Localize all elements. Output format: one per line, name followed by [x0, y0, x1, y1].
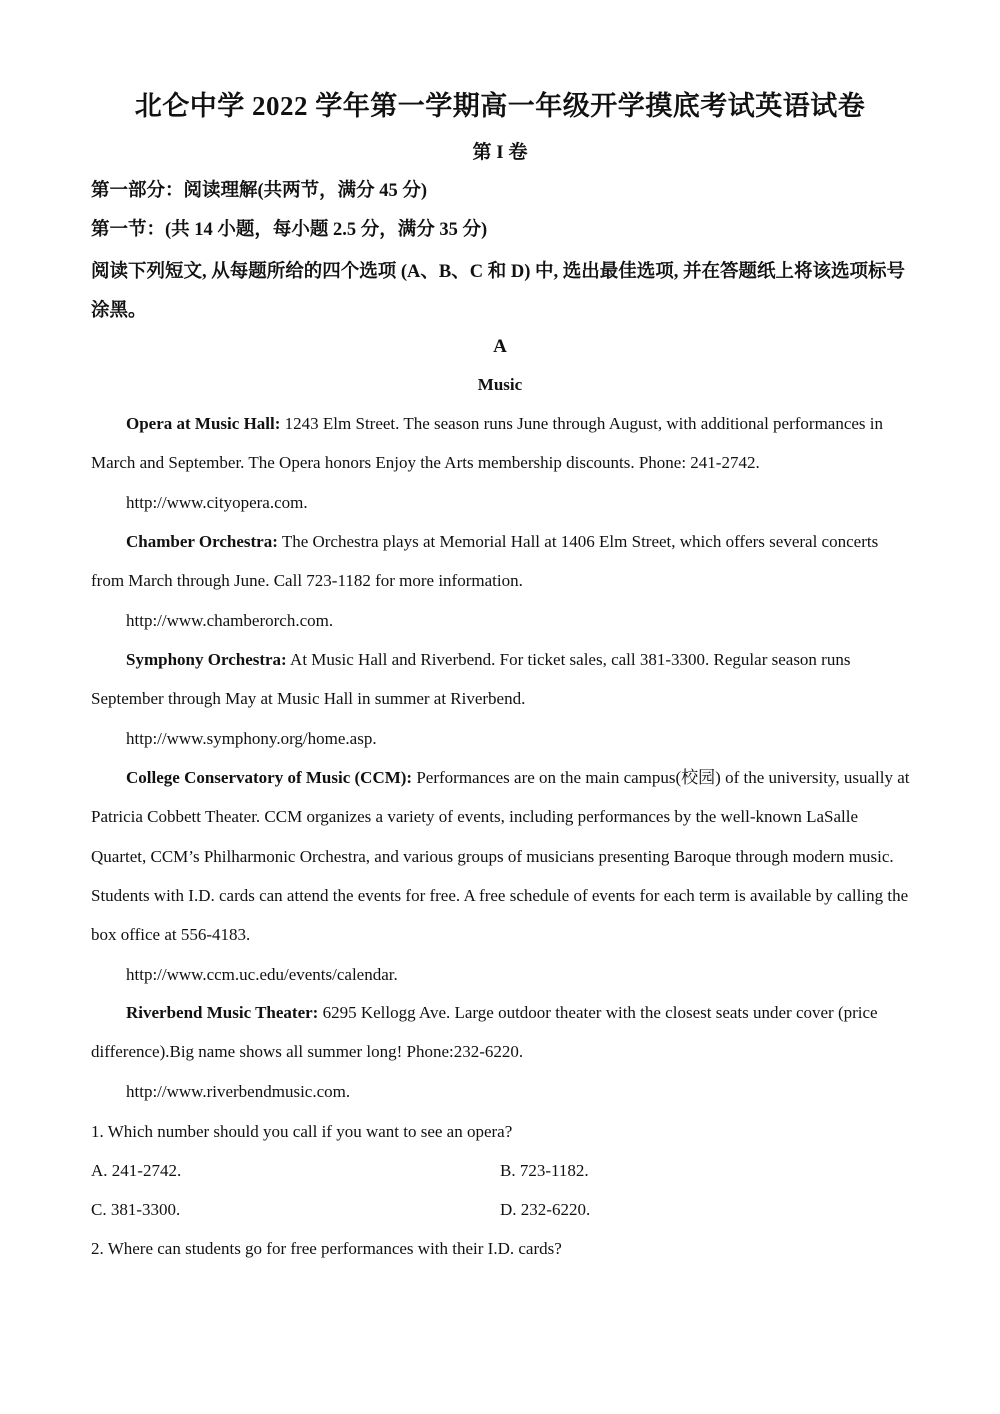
entry-text: Performances are on the main campus(校园) of the university, usually at Patricia Cobbett Theater. CCM organizes a variety of events, including performances by the well-known LaSalle Quartet, CCM’s Philharmonic Orchestra, and various groups of musicians presenting Baroque through modern music. Students with I.D. cards can attend the events for free. A free schedule of events for each term is available by calling the box office at 556-4183. [91, 768, 910, 945]
section-heading: 第一节：(共 14 小题，每小题 2.5 分，满分 35 分) [91, 220, 488, 240]
volume-label: 第 I 卷 [472, 142, 528, 163]
question-option: A. 241-2742. [91, 1161, 182, 1180]
entry-name: Symphony Orchestra: [126, 650, 287, 669]
part-heading: 第一部分：阅读理解(共两节，满分 45 分) [91, 181, 428, 201]
entry-url: http://www.chamberorch.com. [126, 611, 334, 630]
entry-name: College Conservatory of Music (CCM): [126, 768, 413, 787]
entry-name: Riverbend Music Theater: [126, 1003, 319, 1022]
entry-text: 6295 Kellogg Ave. Large outdoor theater with the closest seats under cover (price difference).Big name shows all summer long! Phone:232-6220. [91, 1003, 878, 1062]
question-option: B. 723-1182. [500, 1161, 589, 1180]
exam-title: 北仑中学 2022 学年第一学期高一年级开学摸底考试英语试卷 [134, 91, 866, 121]
question-option: C. 381-3300. [91, 1200, 181, 1219]
entry-text: 1243 Elm Street. The season runs June through August, with additional performances in March and September. The Opera honors Enjoy the Arts membership discounts. Phone: 241-2742. [91, 414, 884, 473]
entry-opera [91, 404, 911, 483]
passage-letter: A [493, 336, 507, 357]
question-stem: 2. Where can students go for free performances with their I.D. cards? [91, 1239, 562, 1258]
entry-name: Chamber Orchestra: [126, 532, 278, 551]
instructions: 阅读下列短文, 从每题所给的四个选项 (A、B、C 和 D) 中, 选出最佳选项, 并在答题纸上将该选项标号涂黑。 [91, 262, 905, 321]
entry-name: Opera at Music Hall: [126, 414, 281, 433]
entry-text: At Music Hall and Riverbend. For ticket sales, call 381-3300. Regular season runs September through May at Music Hall in summer at Riverbend. [91, 650, 851, 709]
passage-heading: Music [477, 375, 523, 394]
entry-symphony-orchestra [91, 640, 911, 719]
entry-ccm [91, 758, 911, 954]
entry-url: http://www.riverbendmusic.com. [126, 1082, 351, 1101]
entry-chamber-orchestra [91, 522, 911, 601]
entry-url: http://www.symphony.org/home.asp. [126, 729, 377, 748]
question-option: D. 232-6220. [500, 1200, 591, 1219]
entry-text: The Orchestra plays at Memorial Hall at 1406 Elm Street, which offers several concerts from March through June. Call 723-1182 for more information. [91, 532, 879, 591]
entry-riverbend [91, 993, 911, 1072]
question-stem: 1. Which number should you call if you want to see an opera? [91, 1122, 513, 1141]
entry-url: http://www.cityopera.com. [126, 493, 308, 512]
entry-url: http://www.ccm.uc.edu/events/calendar. [126, 965, 398, 984]
